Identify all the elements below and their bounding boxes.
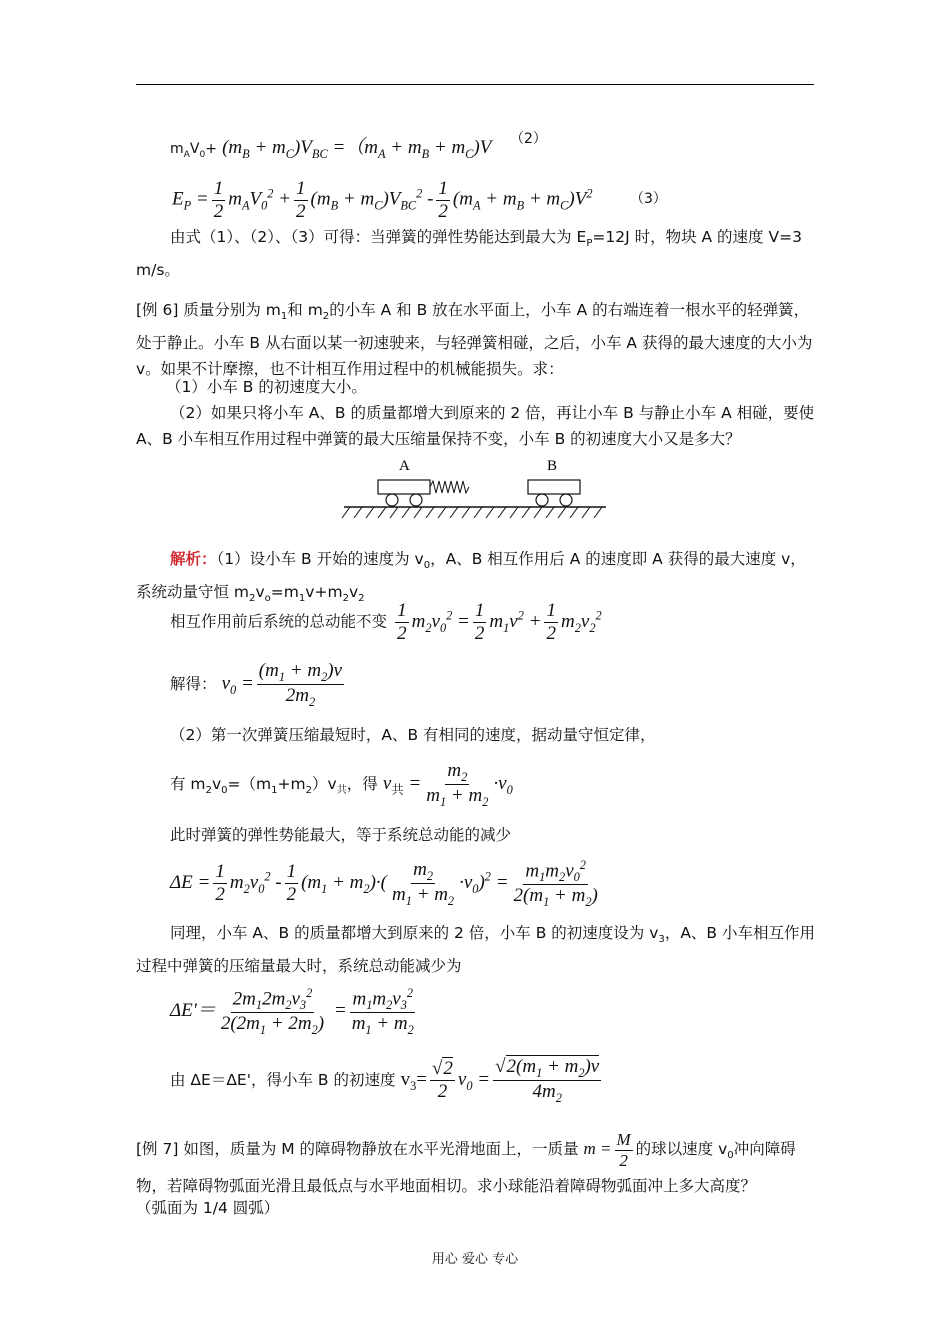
energy-equation: 相互作用前后系统的总动能不变 $\frac{1}{2}$ $m_2v_0^2$ = $\frac{1}{2}$ $m_1v^2$ + $\frac{1}{2}$ $m_2v_2^2$: [170, 600, 602, 644]
example-6-question-1: （1）小车 B 的初速度大小。: [166, 378, 367, 396]
equation-3: $E_P$ = $\frac{1}{2}$ $m_AV_0^2$ + $\frac{1}{2}$ $(m_B + m_C)V_{BC}^2$ - $\frac{1}{2}$ $(m_A + m_B + m_C)V^2$: [172, 178, 593, 222]
carts-spring-figure: [336, 454, 612, 524]
cart-a-label: A: [399, 458, 410, 474]
example-6-question-2: （2）如果只将小车 A、B 的质量都增大到原来的 2 倍，再让小车 B 与静止小车 A 相碰，要使 A、B 小车相互作用过程中弹簧的最大压缩量保持不变，小车 B 的初速度大小又是多大？: [136, 404, 815, 448]
cart-a: [378, 480, 430, 506]
v3-result: 由 ΔE＝ΔE'，得小车 B 的初速度 $v_3=$ $\frac{√2}{2}$ $v_0$ = $\frac{√2(m_1 + m_2)v}{4m_2}$: [170, 1056, 600, 1105]
solution-paragraph-1: 解析：（1）设小车 B 开始的速度为 $v_0$，A、B 相互作用后 A 的速度即 A 获得的最大速度 v，系统动量守恒 $m_2v_o=m_1v+m_2v_2$: [136, 550, 806, 605]
equation-2-tag: （2）: [510, 131, 547, 147]
solution-paragraph-4: 同理，小车 A、B 的质量都增大到原来的 2 倍，小车 B 的初速度设为 $v_3$，A、B 小车相互作用过程中弹簧的压缩量最大时，系统总动能减少为: [136, 924, 815, 976]
delta-e-prime-equation: ΔE'＝ $\frac{2m_12m_2v_3^2}{2(2m_1 + 2m_2)}$ = $\frac{m_1m_2v_3^2}{m_1 + m_2}$: [170, 986, 414, 1038]
example-6-statement: [例 6] 质量分别为 $m_1$和 $m_2$的小车 A 和 B 放在水平面上，小车 A 的右端连着一根水平的轻弹簧，处于静止。小车 B 从右面以某一初速驶来，与轻弹簧相碰，之后，小车 A 获得的最大速度的大小为 v。如果不计摩擦，也不计相互作用过程中的机械能损失。求：: [136, 301, 813, 379]
common-velocity-equation: 有 $m_2v_0=(m_1+m_2)v_共$，得 $v_共$ = $\frac{m_2}{m_1 + m_2}$ $\cdot v_0$: [170, 760, 513, 809]
ground-hatch: [342, 507, 602, 518]
cart-b-label: B: [547, 458, 558, 474]
solution-paragraph-3: 此时弹簧的弹性势能最大，等于系统总动能的减少: [170, 826, 512, 844]
conclusion-paragraph: 由式（1）、（2）、（3）可得：当弹簧的弹性势能达到最大为 $E_P=12J$ 时，物块 A 的速度 V=3 m/s。: [136, 228, 802, 280]
solution-label: 解析：: [170, 550, 217, 568]
solution-paragraph-2: （2）第一次弹簧压缩最短时，A、B 有相同的速度，据动量守恒定律，: [170, 726, 656, 744]
example-7-note: （弧面为 1/4 圆弧）: [136, 1199, 280, 1217]
page-footer: 用心 爱心 专心: [431, 1252, 519, 1267]
header-rule: [136, 84, 814, 85]
delta-e-equation: ΔE = $\frac{1}{2}$ $m_2v_0^2$ - $\frac{1}{2}$ $(m_1 + m_2)\cdot$( $\frac{m_2}{m_1 + m_2}$ $\cdot v_0)^2$ = $\frac{m_1m_2v_0^2}{2(m_1 + m_2)}$: [170, 858, 598, 910]
spring: [430, 481, 469, 493]
equation-3-tag: （3）: [630, 191, 667, 207]
v0-solution: 解得： $v_0$ = $\frac{(m_1 + m_2)v}{2m_2}$: [170, 660, 343, 709]
equation-2: $m_AV_0+ (m_B + m_C)V_{BC} =(m_A + m_B + m_C)V$: [170, 137, 492, 161]
cart-b: [528, 480, 580, 506]
example-7-statement: [例 7] 如图，质量为 M 的障碍物静放在水平光滑地面上，一质量 m = $\frac{M}{2}$ 的球以速度 $v_0$冲向障碍物，若障碍物弧面光滑且最低点与水平地面相切。求小球能沿着障碍物弧面冲上多大高度？: [136, 1130, 796, 1196]
